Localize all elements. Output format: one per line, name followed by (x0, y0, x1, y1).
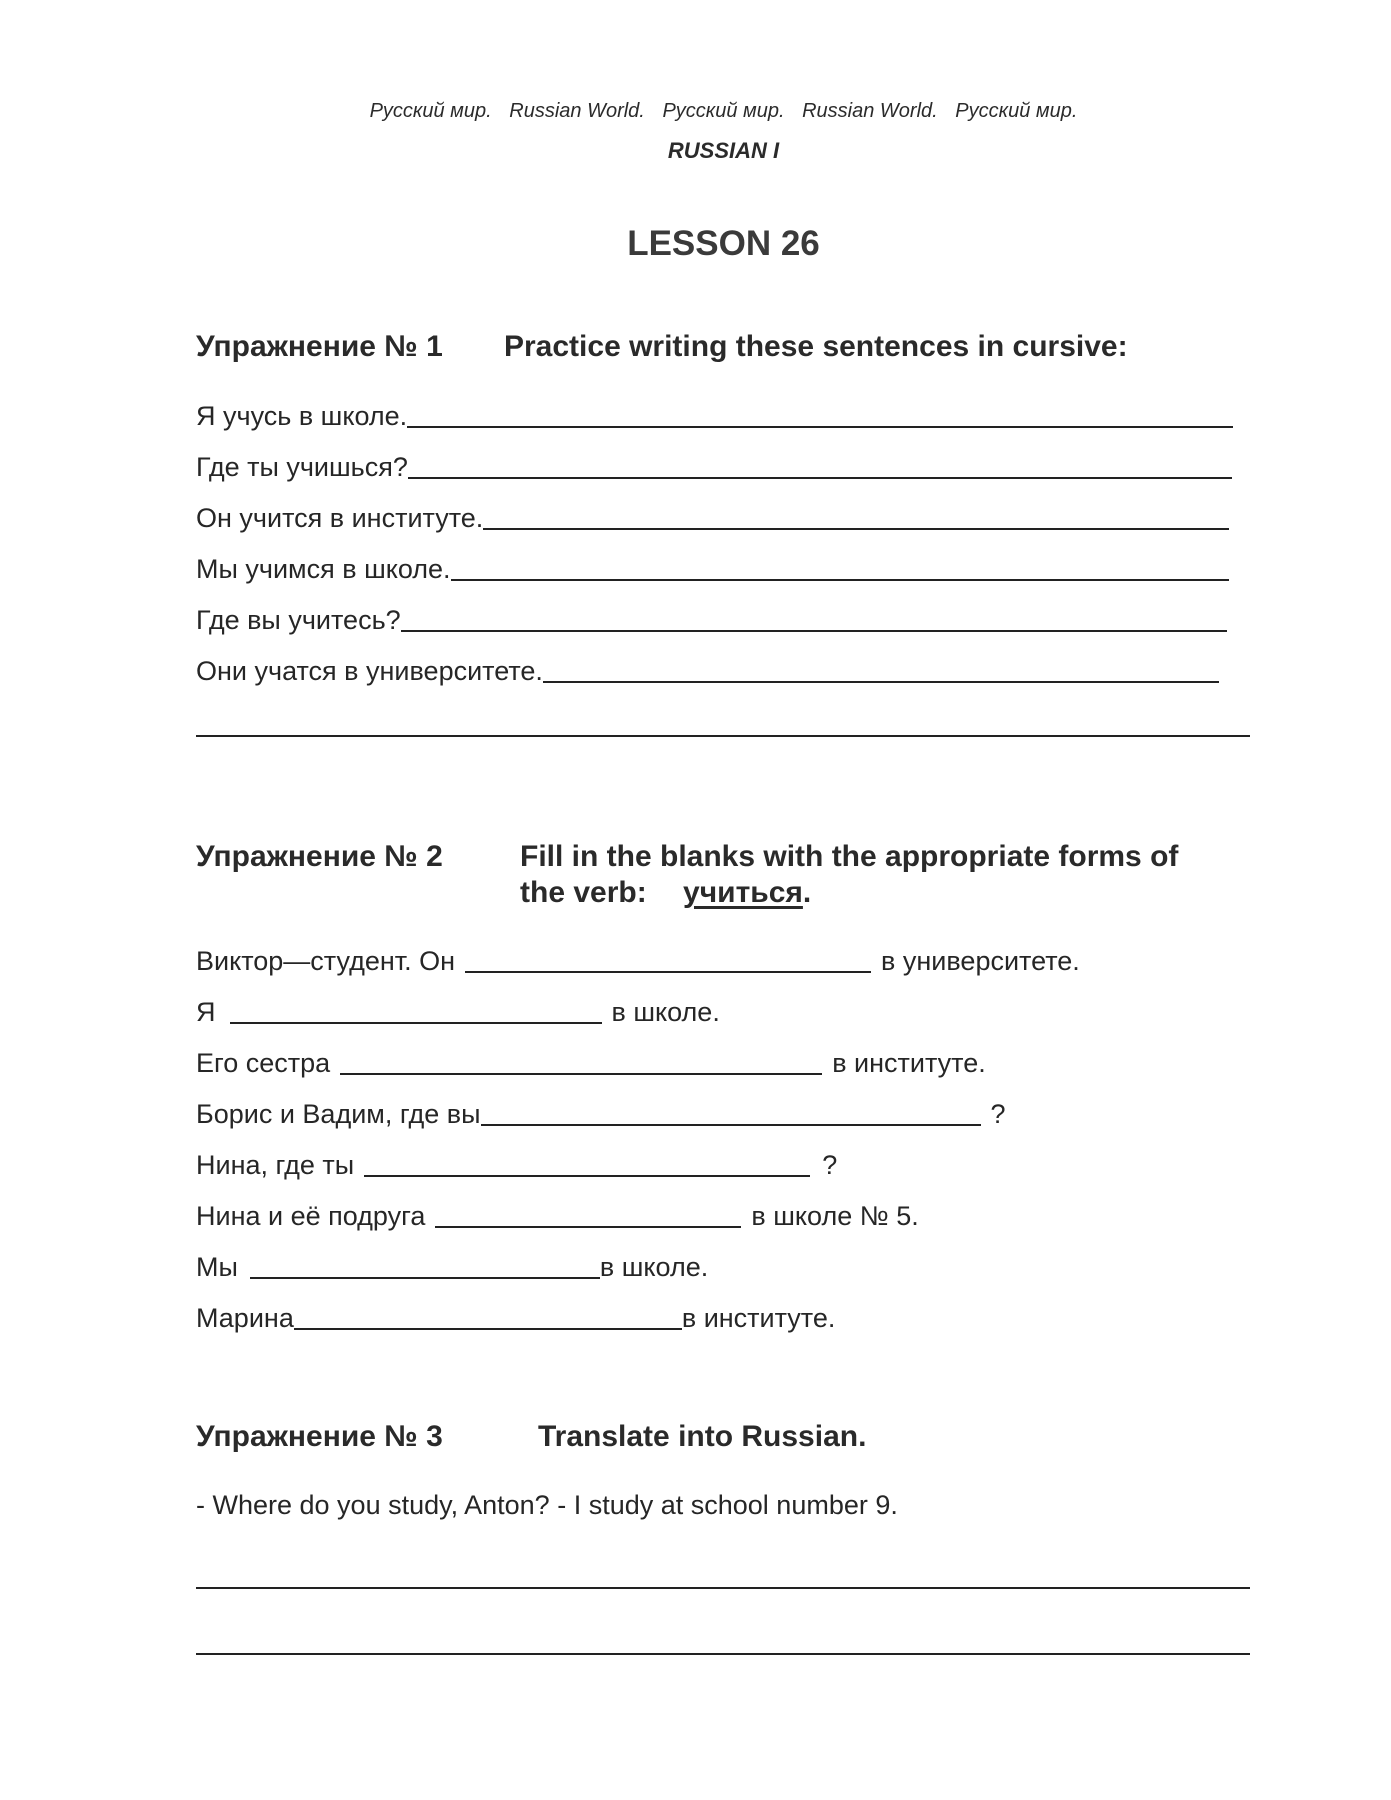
fill-blank-row (196, 1200, 919, 1231)
instruction-suffix: . (802, 876, 812, 909)
header-motto (0, 100, 1391, 123)
writing-line[interactable] (408, 451, 1232, 479)
exercise1-row (196, 553, 1229, 584)
fill-blank-row (196, 1149, 837, 1180)
writing-line[interactable] (196, 1587, 1250, 1589)
blank-after: в школе. (599, 1252, 709, 1282)
writing-line[interactable] (401, 604, 1227, 632)
blank-input[interactable] (294, 1302, 682, 1330)
motto-item: Russian World. (509, 100, 645, 122)
blank-before: Мы (196, 1252, 238, 1282)
blank-input[interactable] (340, 1047, 822, 1075)
blank-input[interactable] (481, 1098, 981, 1126)
blank-after: в институте. (832, 1048, 986, 1078)
sentence-text: Я учусь в школе. (196, 401, 408, 431)
motto-item: Russian World. (802, 100, 938, 122)
blank-before: Виктор—студент. Он (196, 946, 456, 976)
sentence-text: Он учится в институте. (196, 503, 484, 533)
writing-line[interactable] (196, 1653, 1250, 1655)
motto-item: Русский мир. (369, 100, 492, 122)
motto-item: Русский мир. (955, 100, 1078, 122)
exercise1-row (196, 502, 1229, 533)
writing-line[interactable] (451, 553, 1229, 581)
sentence-text: Где ты учишься? (196, 452, 408, 482)
writing-line[interactable] (196, 735, 1250, 737)
blank-after: в университете. (881, 946, 1080, 976)
exercise3-instruction: Translate into Russian. (538, 1420, 867, 1453)
verb-target: учиться (683, 876, 803, 909)
blank-input[interactable] (435, 1200, 741, 1228)
fill-blank-row (196, 1251, 708, 1282)
sentence-text: Мы учимся в школе. (196, 554, 451, 584)
blank-before: Его сестра (196, 1048, 331, 1078)
blank-after: в школе. (611, 997, 720, 1027)
course-title: RUSSIAN I (667, 138, 780, 163)
exercise1-row (196, 451, 1232, 482)
writing-line[interactable] (543, 655, 1219, 683)
blank-input[interactable] (465, 945, 871, 973)
fill-blank-row (196, 996, 720, 1027)
writing-line[interactable] (407, 400, 1233, 428)
fill-blank-row (196, 1098, 1006, 1129)
blank-after: ? (822, 1150, 838, 1180)
blank-before: Нина и её подруга (196, 1201, 426, 1231)
sentence-text: Они учатся в университете. (196, 656, 543, 686)
exercise2-instruction-line2 (520, 876, 811, 910)
fill-blank-row (196, 1047, 986, 1078)
blank-before: Нина, где ты (196, 1150, 355, 1180)
exercise2-number: Упражнение № 2 (196, 840, 443, 873)
sentence-text: Где вы учитесь? (196, 605, 401, 635)
exercise1-row (196, 655, 1219, 686)
fill-blank-row (196, 945, 1080, 976)
writing-line[interactable] (483, 502, 1229, 530)
blank-after: в школе № 5. (751, 1201, 919, 1231)
exercise2-instruction-line1: Fill in the blanks with the appropriate forms of (520, 840, 1179, 873)
blank-input[interactable] (230, 996, 602, 1024)
fill-blank-row (196, 1302, 835, 1333)
blank-after: в институте. (681, 1303, 836, 1333)
blank-after: ? (990, 1099, 1006, 1129)
instruction-prefix: the verb: (520, 876, 647, 909)
exercise1-instruction: Practice writing these sentences in cursive: (504, 330, 1128, 363)
blank-input[interactable] (364, 1149, 810, 1177)
translation-prompt: - Where do you study, Anton? - I study at school number 9. (196, 1490, 898, 1520)
exercise1-number: Упражнение № 1 (196, 330, 443, 363)
blank-input[interactable] (250, 1251, 600, 1279)
exercise3-number: Упражнение № 3 (196, 1420, 443, 1453)
lesson-title: LESSON 26 (627, 224, 820, 263)
blank-before: Марина (196, 1303, 294, 1333)
blank-before: Борис и Вадим, где вы (196, 1099, 481, 1129)
motto-item: Русский мир. (662, 100, 785, 122)
exercise1-row (196, 400, 1233, 431)
exercise1-row (196, 604, 1227, 635)
blank-before: Я (196, 997, 216, 1027)
